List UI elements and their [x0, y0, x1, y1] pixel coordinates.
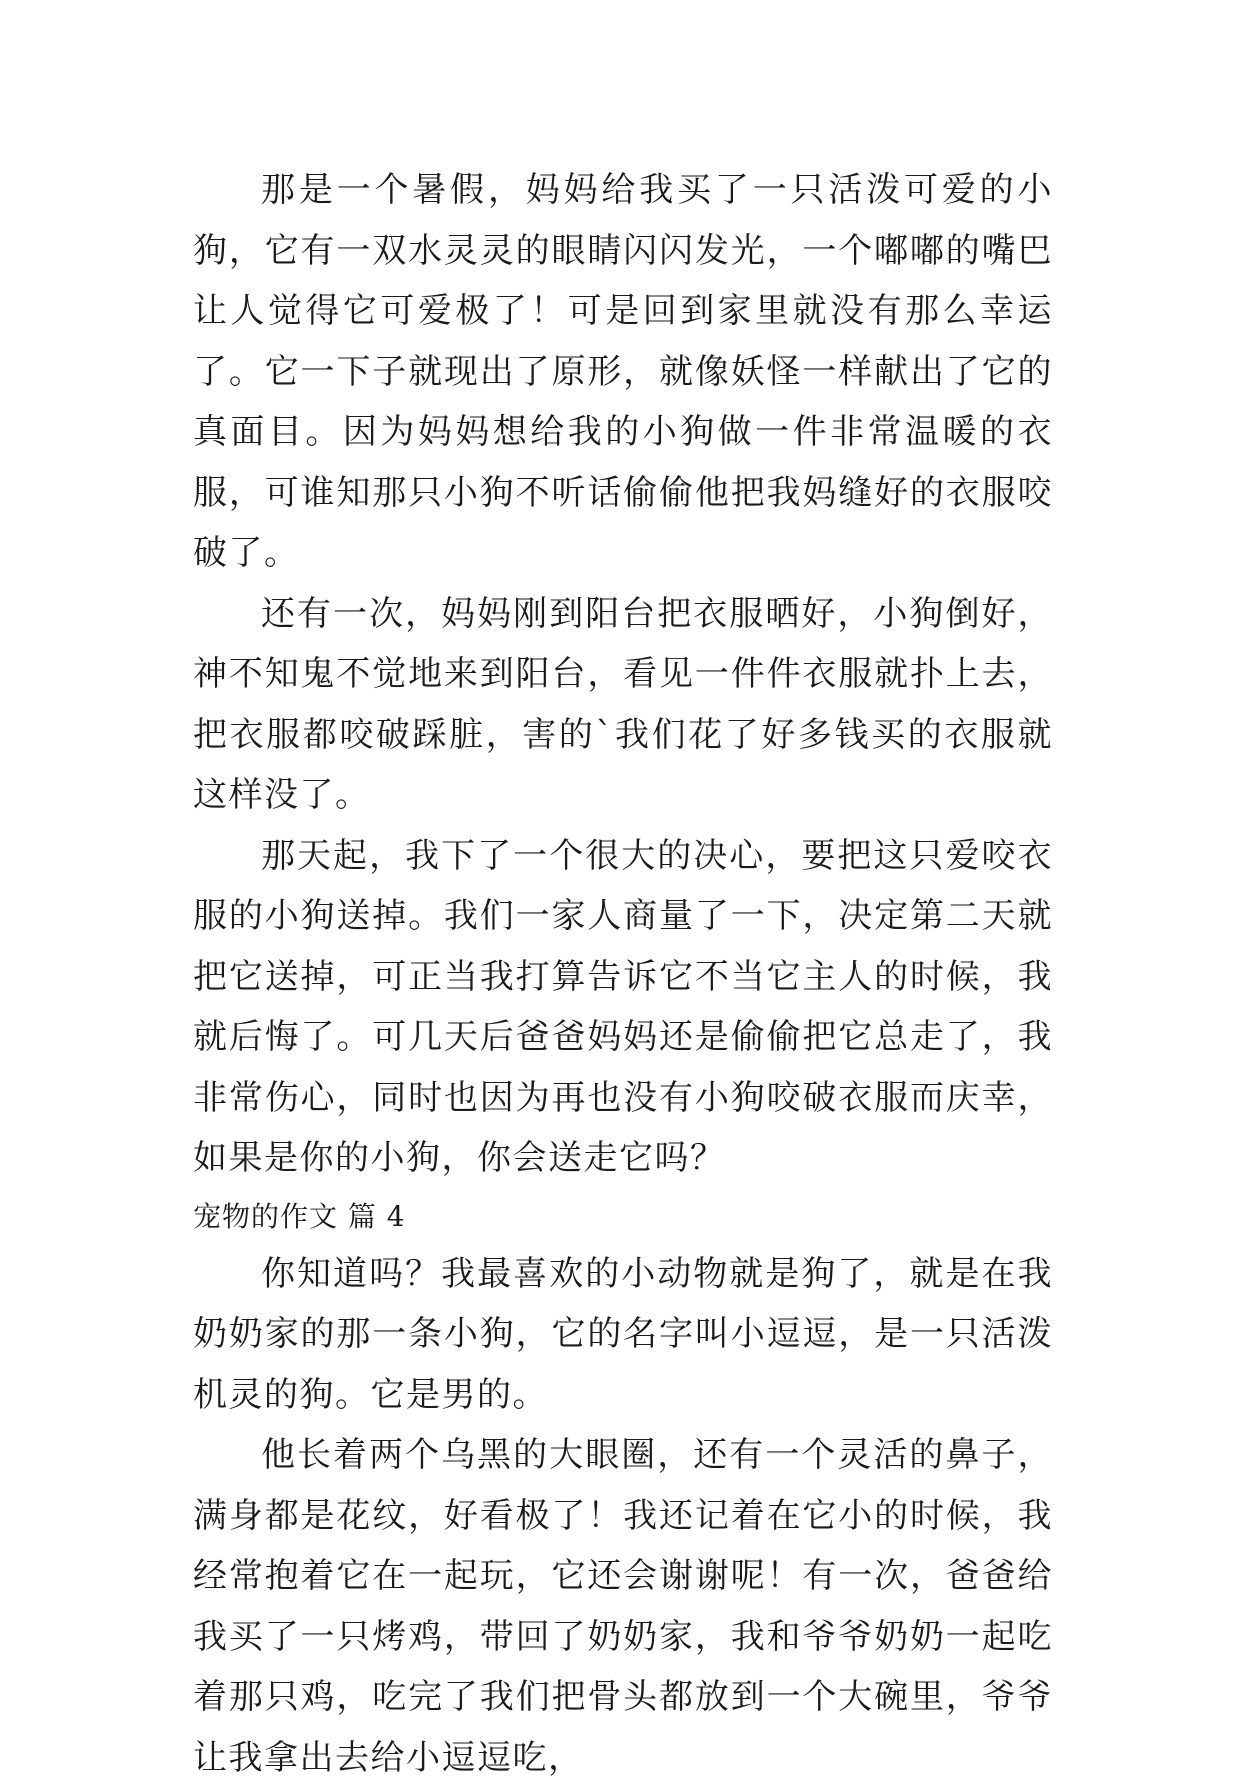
paragraph-favorite-dog: 你知道吗？我最喜欢的小动物就是狗了，就是在我奶奶家的那一条小狗，它的名字叫小逗逗，是一只活泼机灵的狗。它是男的。 — [193, 1253, 1053, 1415]
paragraph-decision: 那天起，我下了一个很大的决心，要把这只爱咬衣服的小狗送掉。我们一家人商量了一下，决定第二天就把它送掉，可正当我打算告诉它不当它主人的时候，我就后悔了。可几天后爸爸妈妈还是偷偷把它总走了，我非常伤心，同时也因为再也没有小狗咬破衣服而庆幸，如果是你的小狗，你会送走它吗？ — [193, 835, 1053, 1178]
paragraph-balcony: 还有一次，妈妈刚到阳台把衣服晒好，小狗倒好，神不知鬼不觉地来到阳台，看见一件件衣服就扑上去，把衣服都咬破踩脏，害的`我们花了好多钱买的衣服就这样没了。 — [193, 593, 1053, 815]
document-page — [193, 160, 1053, 1788]
paragraph-dog-description: 他长着两个乌黑的大眼圈，还有一个灵活的鼻子，满身都是花纹，好看极了！我还记着在它小的时候，我经常抱着它在一起玩，它还会谢谢呢！有一次，爸爸给我买了一只烤鸡，带回了奶奶家，我和爷爷奶奶一起吃着那只鸡，吃完了我们把骨头都放到一个大碗里，爷爷让我拿出去给小逗逗吃， — [193, 1435, 1053, 1778]
paragraph-puppy-summer: 那是一个暑假，妈妈给我买了一只活泼可爱的小狗，它有一双水灵灵的眼睛闪闪发光，一个嘟嘟的嘴巴让人觉得它可爱极了！可是回到家里就没有那么幸运了。它一下子就现出了原形，就像妖怪一样献出了它的真面目。因为妈妈想给我的小狗做一件非常温暖的衣服，可谁知那只小狗不听话偷偷他把我妈缝好的衣服咬破了。 — [193, 170, 1053, 573]
section-title: 宠物的作文 篇 4 — [193, 1199, 406, 1233]
